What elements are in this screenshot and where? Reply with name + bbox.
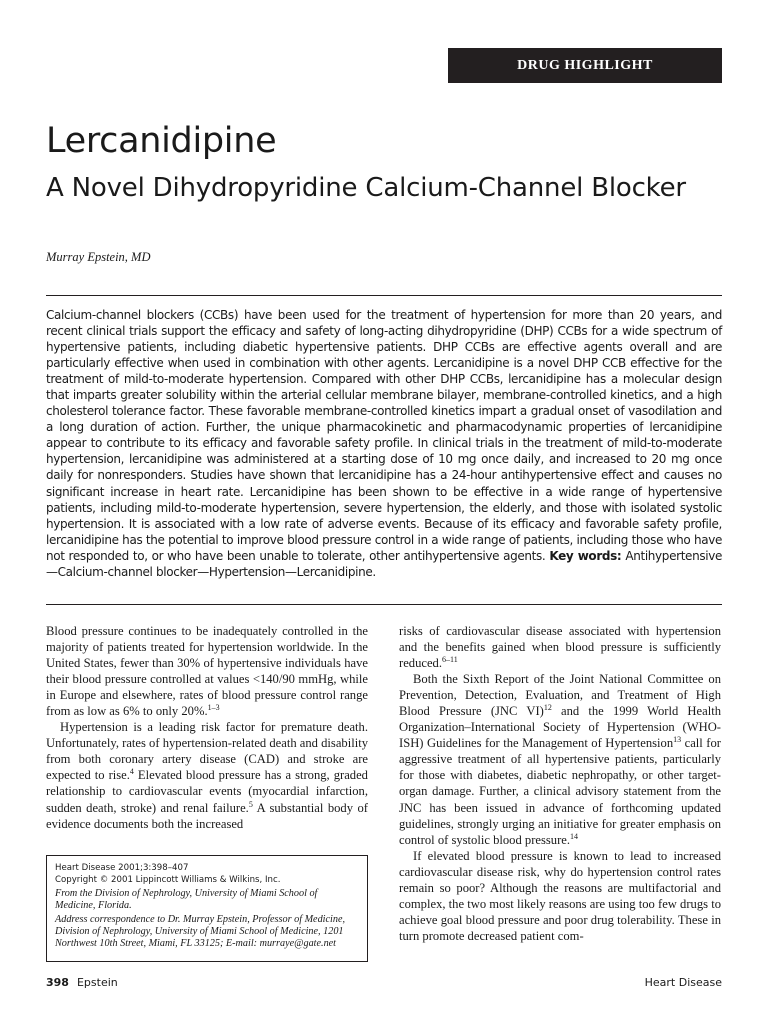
paragraph-text: call for aggressive treatment of all hypertensive patients, particularly for those with diabetes, diabetic nephropathy, or other target-organ damage. Further, a clinical advisory statement from the JNC has been issued in advance of forthcoming updated guidelines, strongly urging an initiative for greater emphasis on control of systolic blood pressure. [399,736,721,847]
citation: Heart Disease 2001;3:398–407 [55,863,189,873]
copyright: Copyright © 2001 Lippincott Williams & Wilkins, Inc. [55,874,281,885]
author-byline: Murray Epstein, MD [46,250,151,264]
paragraph [399,848,721,944]
footer-left [46,976,118,989]
paragraph [46,719,368,831]
paragraph-text: Blood pressure continues to be inadequately controlled in the majority of patients treated for hypertension worldwide. In the United States, fewer than 30% of hypertensive individuals have their blood pressure controlled at values <140/90 mmHg, while in Europe and elsewhere, rates of blood pressure control range from as low as 6% to only 20%. [46,624,368,719]
reference-superscript: 14 [570,831,579,841]
paragraph [46,623,368,719]
paragraph-text: Both the Sixth Report of the Joint National Committee on Prevention, Detection, Evaluation, and Treatment of High Blood Pressure (JNC VI) [399,672,721,719]
article-subtitle: A Novel Dihydropyridine Calcium-Channel Blocker [46,173,686,203]
paragraph-text: risks of cardiovascular disease associated with hypertension and the benefits gained when blood pressure is sufficiently reduced. [399,624,721,671]
section-banner: DRUG HIGHLIGHT [448,48,722,83]
reference-superscript: 1–3 [207,703,220,713]
reference-superscript: 6–11 [442,654,458,664]
reference-superscript: 5 [248,799,253,809]
paragraph-text: Hypertension is a leading risk factor for premature death. Unfortunately, rates of hypertension-related death and disability from both coronary artery disease (CAD) and stroke are expected to rise. [46,720,368,783]
abstract-top-rule [46,295,722,296]
paragraph-text: and the 1999 World Health Organization–International Society of Hypertension (WHO-ISH) Guidelines for the Management of Hypertension [399,704,721,751]
body-column-left [46,623,368,832]
abstract-text: Calcium-channel blockers (CCBs) have been used for the treatment of hypertension for more than 20 years, and recent clinical trials support the efficacy and safety of long-acting dihydropyridine (DHP) CCBs for a wide spectrum of hypertensive patients, including diabetic hypertensive patients. DHP CCBs are effective agents overall and are particularly effective when used in combination with other agents. Lercanidipine is a novel DHP CCB effective for the treatment of mild-to-moderate hypertension. Compared with other DHP CCBs, lercanidipine has a molecular design that imparts greater solubility within the arterial cellular membrane bilayer, membrane-controlled kinetics, and a high cholesterol tolerance factor. These favorable membrane-controlled kinetics impart a gradual onset of vasodilation and a long duration of action. Further, the unique pharmacokinetic and pharmacodynamic properties of lercanidipine appear to contribute to its efficacy and favorable safety profile. In clinical trials in the treatment of mild-to-moderate hypertension, lercanidipine was administered at a starting dose of 10 mg once daily, and increased to 20 mg once daily for nonresponders. Studies have shown that lercanidipine has a 24-hour antihypertensive effect and causes no significant increase in heart rate. Lercanidipine has been shown to be effective in a wide range of hypertensive patients, including mild-to-moderate hypertension, severe hypertension, the elderly, and those with isolated systolic hypertension. It is associated with a low rate of adverse events. Because of its efficacy and favorable safety profile, lercanidipine has the potential to improve blood pressure control in a wide range of patients, including those who have not responded to, or who have been unable to tolerate, other antihypertensive agents. [46,308,722,563]
keywords-label: Key words: [549,548,622,563]
paragraph [399,623,721,671]
running-author: Epstein [76,976,118,989]
journal-name: Heart Disease [644,976,722,989]
abstract-bottom-rule [46,604,722,605]
paragraph-text: A substantial body of evidence documents both the increased [46,800,368,831]
abstract [46,307,722,580]
paragraph [399,671,721,848]
paragraph-text: Elevated blood pressure has a strong, graded relationship to cardiovascular events (myocardial infarction, sudden death, stroke) and renal failure. [46,768,368,815]
correspondence: Address correspondence to Dr. Murray Epstein, Professor of Medicine, Division of Nephrology, University of Miami School of Medicine, 1201 Northwest 10th Street, Miami, FL 33125; E-mail: murraye@gate.net [55,914,346,949]
article-info-box [46,855,368,962]
reference-superscript: 12 [543,703,552,713]
reference-superscript: 13 [673,735,682,745]
reference-superscript: 4 [129,767,134,777]
page-number: 398 [46,976,69,989]
article-title: Lercanidipine [46,121,277,161]
affiliation: From the Division of Nephrology, University of Miami School of Medicine, Florida. [55,888,318,911]
body-column-right [399,623,721,944]
paragraph-text: If elevated blood pressure is known to lead to increased cardiovascular disease risk, why do hypertension control rates remain so poor? Although the reasons are multifactorial and complex, the two most likely reasons are using too few drugs to achieve goal blood pressure and poor drug tolerability. These in turn promote decreased patient com- [399,848,721,943]
keywords: Antihypertensive—Calcium-channel blocker—Hypertension—Lercanidipine. [46,548,723,579]
